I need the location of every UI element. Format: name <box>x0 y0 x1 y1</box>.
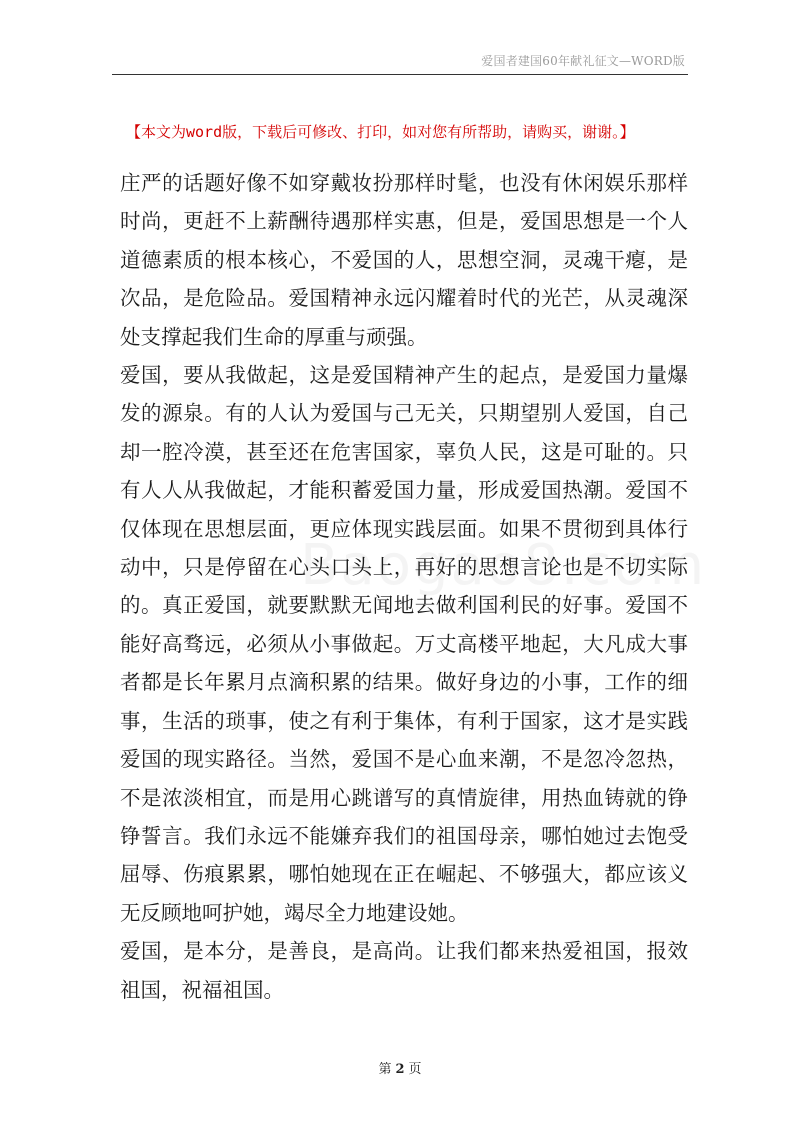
page-suffix: 页 <box>408 1062 422 1077</box>
purchase-notice: 【本文为word版，下载后可修改、打印，如对您有所帮助，请购买，谢谢。】 <box>126 123 635 141</box>
header-rule <box>112 74 688 75</box>
page-number <box>0 1058 800 1077</box>
paragraph: 爱国，是本分，是善良，是高尚。让我们都来热爱祖国，报效祖国，祝福祖国。 <box>120 939 688 1002</box>
document-body <box>120 164 688 1009</box>
page-prefix: 第 <box>378 1062 392 1077</box>
header-title: 爱国者建国60年献礼征文—WORD版 <box>481 54 685 68</box>
paragraph: 庄严的话题好像不如穿戴妆扮那样时髦，也没有休闲娱乐那样时尚，更赶不上薪酬待遇那样实惠，但是，爱国思想是一个人道德素质的根本核心，不爱国的人，思想空洞，灵魂干瘪，是次品，是危险品。爱国精神永远闪耀着时代的光芒，从灵魂深处支撑起我们生命的厚重与顽强。 <box>120 171 688 349</box>
paragraph: 爱国，要从我做起，这是爱国精神产生的起点，是爱国力量爆发的源泉。有的人认为爱国与己无关，只期望别人爱国，自己却一腔冷漠，甚至还在危害国家，辜负人民，这是可耻的。只有人人从我做起，才能积蓄爱国力量，形成爱国热潮。爱国不仅体现在思想层面，更应体现实践层面。如果不贯彻到具体行动中，只是停留在心头口头上，再好的思想言论也是不切实际的。真正爱国，就要默默无闻地去做利国利民的好事。爱国不能好高骛远，必须从小事做起。万丈高楼平地起，大凡成大事者都是长年累月点滴积累的结果。做好身边的小事，工作的细事，生活的琐事，使之有利于集体，有利于国家，这才是实践爱国的现实路径。当然，爱国不是心血来潮，不是忽冷忽热，不是浓淡相宜，而是用心跳谱写的真情旋律，用热血铸就的铮铮誓言。我们永远不能嫌弃我们的祖国母亲，哪怕她过去饱受屈辱、伤痕累累，哪怕她现在正在崛起、不够强大，都应该义无反顾地呵护她，竭尽全力地建设她。 <box>120 363 688 925</box>
page-number-value: 2 <box>395 1062 405 1077</box>
